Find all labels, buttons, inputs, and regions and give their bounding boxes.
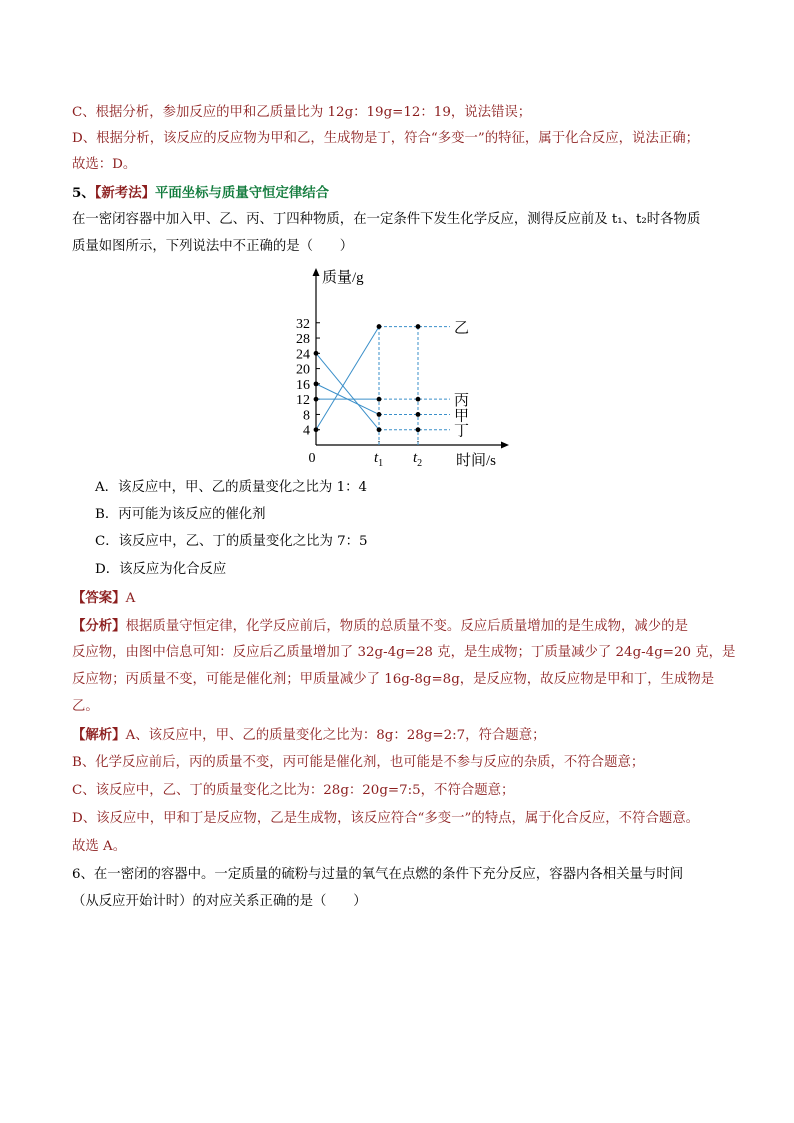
q5-analysis-line2: 反应物，由图中信息可知：反应后乙质量增加了 32g-4g=28 克，是生成物；丁质量减少了 24g-4g=20 克，是 <box>72 645 736 660</box>
series-line-乙 <box>316 327 379 430</box>
series-label-丙: 丙 <box>454 393 470 410</box>
q5-choose: 故选 A。 <box>72 839 127 854</box>
series-label-丁: 丁 <box>454 423 470 440</box>
q6-line1: 6、在一密闭的容器中。一定质量的硫粉与过量的氧气在点燃的条件下充分反应，容器内各相关量与时间 <box>72 867 684 882</box>
q5-analysis-line1 <box>72 617 688 636</box>
data-point-乙 <box>377 324 382 329</box>
data-point-甲 <box>377 412 382 417</box>
data-point-丙 <box>377 397 382 402</box>
data-point-丙 <box>416 397 421 402</box>
y-tick-label: 20 <box>296 362 310 378</box>
origin-label: 0 <box>308 451 316 466</box>
data-point-乙 <box>314 427 319 432</box>
q6-line2: （从反应开始计时）的对应关系正确的是（ ） <box>72 894 367 909</box>
y-tick-label: 12 <box>296 393 310 409</box>
mass-time-chart <box>290 262 520 472</box>
y-axis-arrow <box>313 268 320 276</box>
x-axis-arrow <box>501 442 509 449</box>
q5-analysis-line3: 反应物；丙质量不变，可能是催化剂；甲质量减少了 16g-8g=8g，是反应物，故反应物是甲和丁，生成物是 <box>72 672 715 687</box>
data-point-丁 <box>416 427 421 432</box>
q5-option-d: D．该反应为化合反应 <box>95 562 227 577</box>
q5-detail-line-a <box>72 726 545 745</box>
y-tick-label: 16 <box>296 377 310 393</box>
data-point-丙 <box>314 397 319 402</box>
x-tick-label: $t_2$ <box>413 450 423 469</box>
y-tick-label: 8 <box>303 408 310 424</box>
analysis-text1: 根据质量守恒定律，化学反应前后，物质的总质量不变。反应后质量增加的是生成物，减少的是 <box>125 619 688 634</box>
x-tick-label: $t_1$ <box>374 450 384 469</box>
q5-number: 5、 <box>72 185 95 201</box>
analysis-tag: 【分析】 <box>72 618 126 634</box>
q5-detail-line-d: D、该反应中，甲和丁是反应物，乙是生成物，该反应符合“多变一”的特点，属于化合反应，不符合题意。 <box>72 811 700 826</box>
x-axis-label: 时间/s <box>456 453 497 469</box>
q5-analysis-line4: 乙。 <box>72 699 99 714</box>
data-point-丁 <box>314 351 319 356</box>
series-label-甲: 甲 <box>454 408 470 425</box>
y-tick-label: 4 <box>303 423 310 439</box>
detail-text-a: A、该反应中，甲、乙的质量变化之比为：8g：28g=2:7，符合题意； <box>125 728 546 743</box>
data-point-甲 <box>416 412 421 417</box>
y-tick-label: 24 <box>296 347 310 363</box>
answer-tag: 【答案】 <box>72 590 126 606</box>
q5-topic: 平面坐标与质量守恒定律结合 <box>154 185 330 201</box>
answer-value: A <box>125 591 136 606</box>
y-tick-label: 32 <box>296 316 310 332</box>
q5-detail-line-c: C、该反应中，乙、丁的质量变化之比为：28g：20g=7:5，不符合题意； <box>72 783 515 798</box>
q5-stem-line1: 在一密闭容器中加入甲、乙、丙、丁四种物质，在一定条件下发生化学反应，测得反应前及 t₁、t₂时各物质 <box>72 212 701 227</box>
prev-option-c-text: C、根据分析，参加反应的甲和乙质量比为 12g：19g=12：19，说法错误； <box>72 105 532 120</box>
prev-choose-text: 故选：D。 <box>72 157 137 172</box>
data-point-丁 <box>377 427 382 432</box>
q5-heading <box>72 184 329 203</box>
data-point-乙 <box>416 324 421 329</box>
q5-answer <box>72 589 135 608</box>
q5-tag: 【新考法】 <box>94 185 155 201</box>
prev-option-d-text: D、根据分析，该反应的反应物为甲和乙，生成物是丁，符合“多变一”的特征，属于化合反应，说法正确； <box>72 131 700 146</box>
series-label-乙: 乙 <box>454 320 470 337</box>
data-point-甲 <box>314 381 319 386</box>
detail-tag: 【解析】 <box>72 727 126 743</box>
y-tick-label: 28 <box>296 332 310 348</box>
q5-detail-line-b: B、化学反应前后，丙的质量不变，丙可能是催化剂，也可能是不参与反应的杂质，不符合题意； <box>72 755 645 770</box>
y-axis-label: 质量/g <box>322 270 364 286</box>
series-line-丁 <box>316 353 379 429</box>
q5-option-a: A．该反应中，甲、乙的质量变化之比为 1：4 <box>95 480 367 495</box>
q5-option-b: B．丙可能为该反应的催化剂 <box>95 507 266 522</box>
q5-stem-line2: 质量如图所示，下列说法中不正确的是（ ） <box>72 239 354 254</box>
q5-option-c: C．该反应中，乙、丁的质量变化之比为 7：5 <box>95 534 368 549</box>
